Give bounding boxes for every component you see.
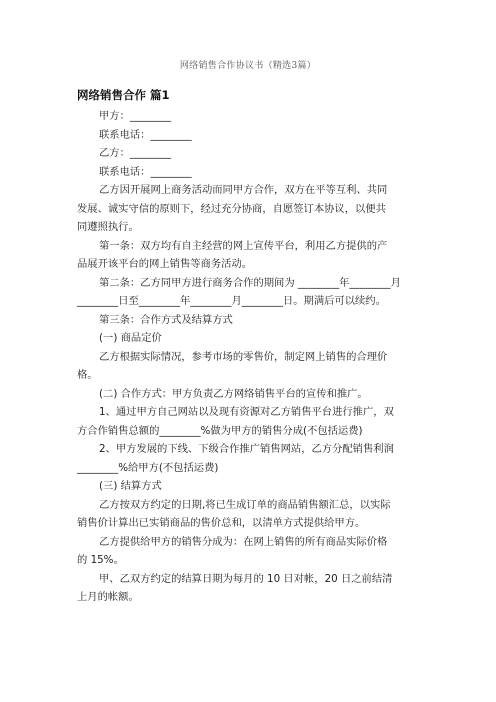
text-line: (二) 合作方式：甲方负责乙方网络销售平台的宣传和推广。 <box>99 387 368 400</box>
text-line: 乙方：________ <box>99 147 172 159</box>
text-line: 方合作销售总额的________%做为甲方的销售分成(不包括运费) <box>77 424 363 437</box>
text-line: 甲、乙双方约定的结算日期为每月的 10 日对帐，20 日之前结清 <box>99 572 393 585</box>
text-line: 销售价计算出已实销商品的售价总和，以清单方式提供给甲方。 <box>77 517 366 529</box>
text-line: (一) 商品定价 <box>99 332 162 344</box>
text-line: 上月的帐额。 <box>77 591 139 603</box>
text-line: 联系电话：________ <box>99 128 192 141</box>
text-line: 乙方提供给甲方的销售分成为：在网上销售的所有商品实际价格 <box>99 535 388 548</box>
text-line: (三) 结算方式 <box>99 480 162 492</box>
text-line: 1、通过甲方自己网站以及现有资源对乙方销售平台进行推广，双 <box>99 406 394 418</box>
text-line: 乙方根据实际情况，参考市场的零售价，制定网上销售的合理价 <box>99 350 388 363</box>
section-title: 网络销售合作 篇1 <box>77 88 170 102</box>
text-line: 第二条：乙方同甲方进行商务合作的期间为 ________年________月 <box>99 276 401 289</box>
text-line: 乙方按双方约定的日期,将已生成订单的商品销售额汇总，以实际 <box>99 498 391 511</box>
text-line: 的 15%。 <box>77 554 124 566</box>
text-line: 第一条：双方均有自主经营的网上宣传平台，利用乙方提供的产 <box>99 239 388 252</box>
text-line: 甲方：________ <box>99 110 172 122</box>
text-line: 乙方因开展网上商务活动而同甲方合作，双方在平等互利、共同 <box>99 184 388 196</box>
text-line: 发展、诚实守信的原则下，经过充分协商，自愿签订本协议，以便共 <box>77 202 386 215</box>
text-line: 同遵照执行。 <box>77 221 139 233</box>
text-line: ________%给甲方(不包括运费) <box>77 461 219 474</box>
text-line: 2、甲方发展的下线、下级合作推广销售网站，乙方分配销售利润 <box>99 443 394 455</box>
text-line: 第三条：合作方式及结算方式 <box>99 313 233 326</box>
document-header: 网络销售合作协议书（精选3篇） <box>179 61 317 71</box>
text-line: 品展开该平台的网上销售等商务活动。 <box>77 258 253 270</box>
document-body <box>77 107 423 607</box>
text-line: 联系电话：________ <box>99 165 192 178</box>
text-line: ________日至________年________月________日。期满后可以续约。 <box>77 295 386 307</box>
text-line: 格。 <box>77 369 98 381</box>
